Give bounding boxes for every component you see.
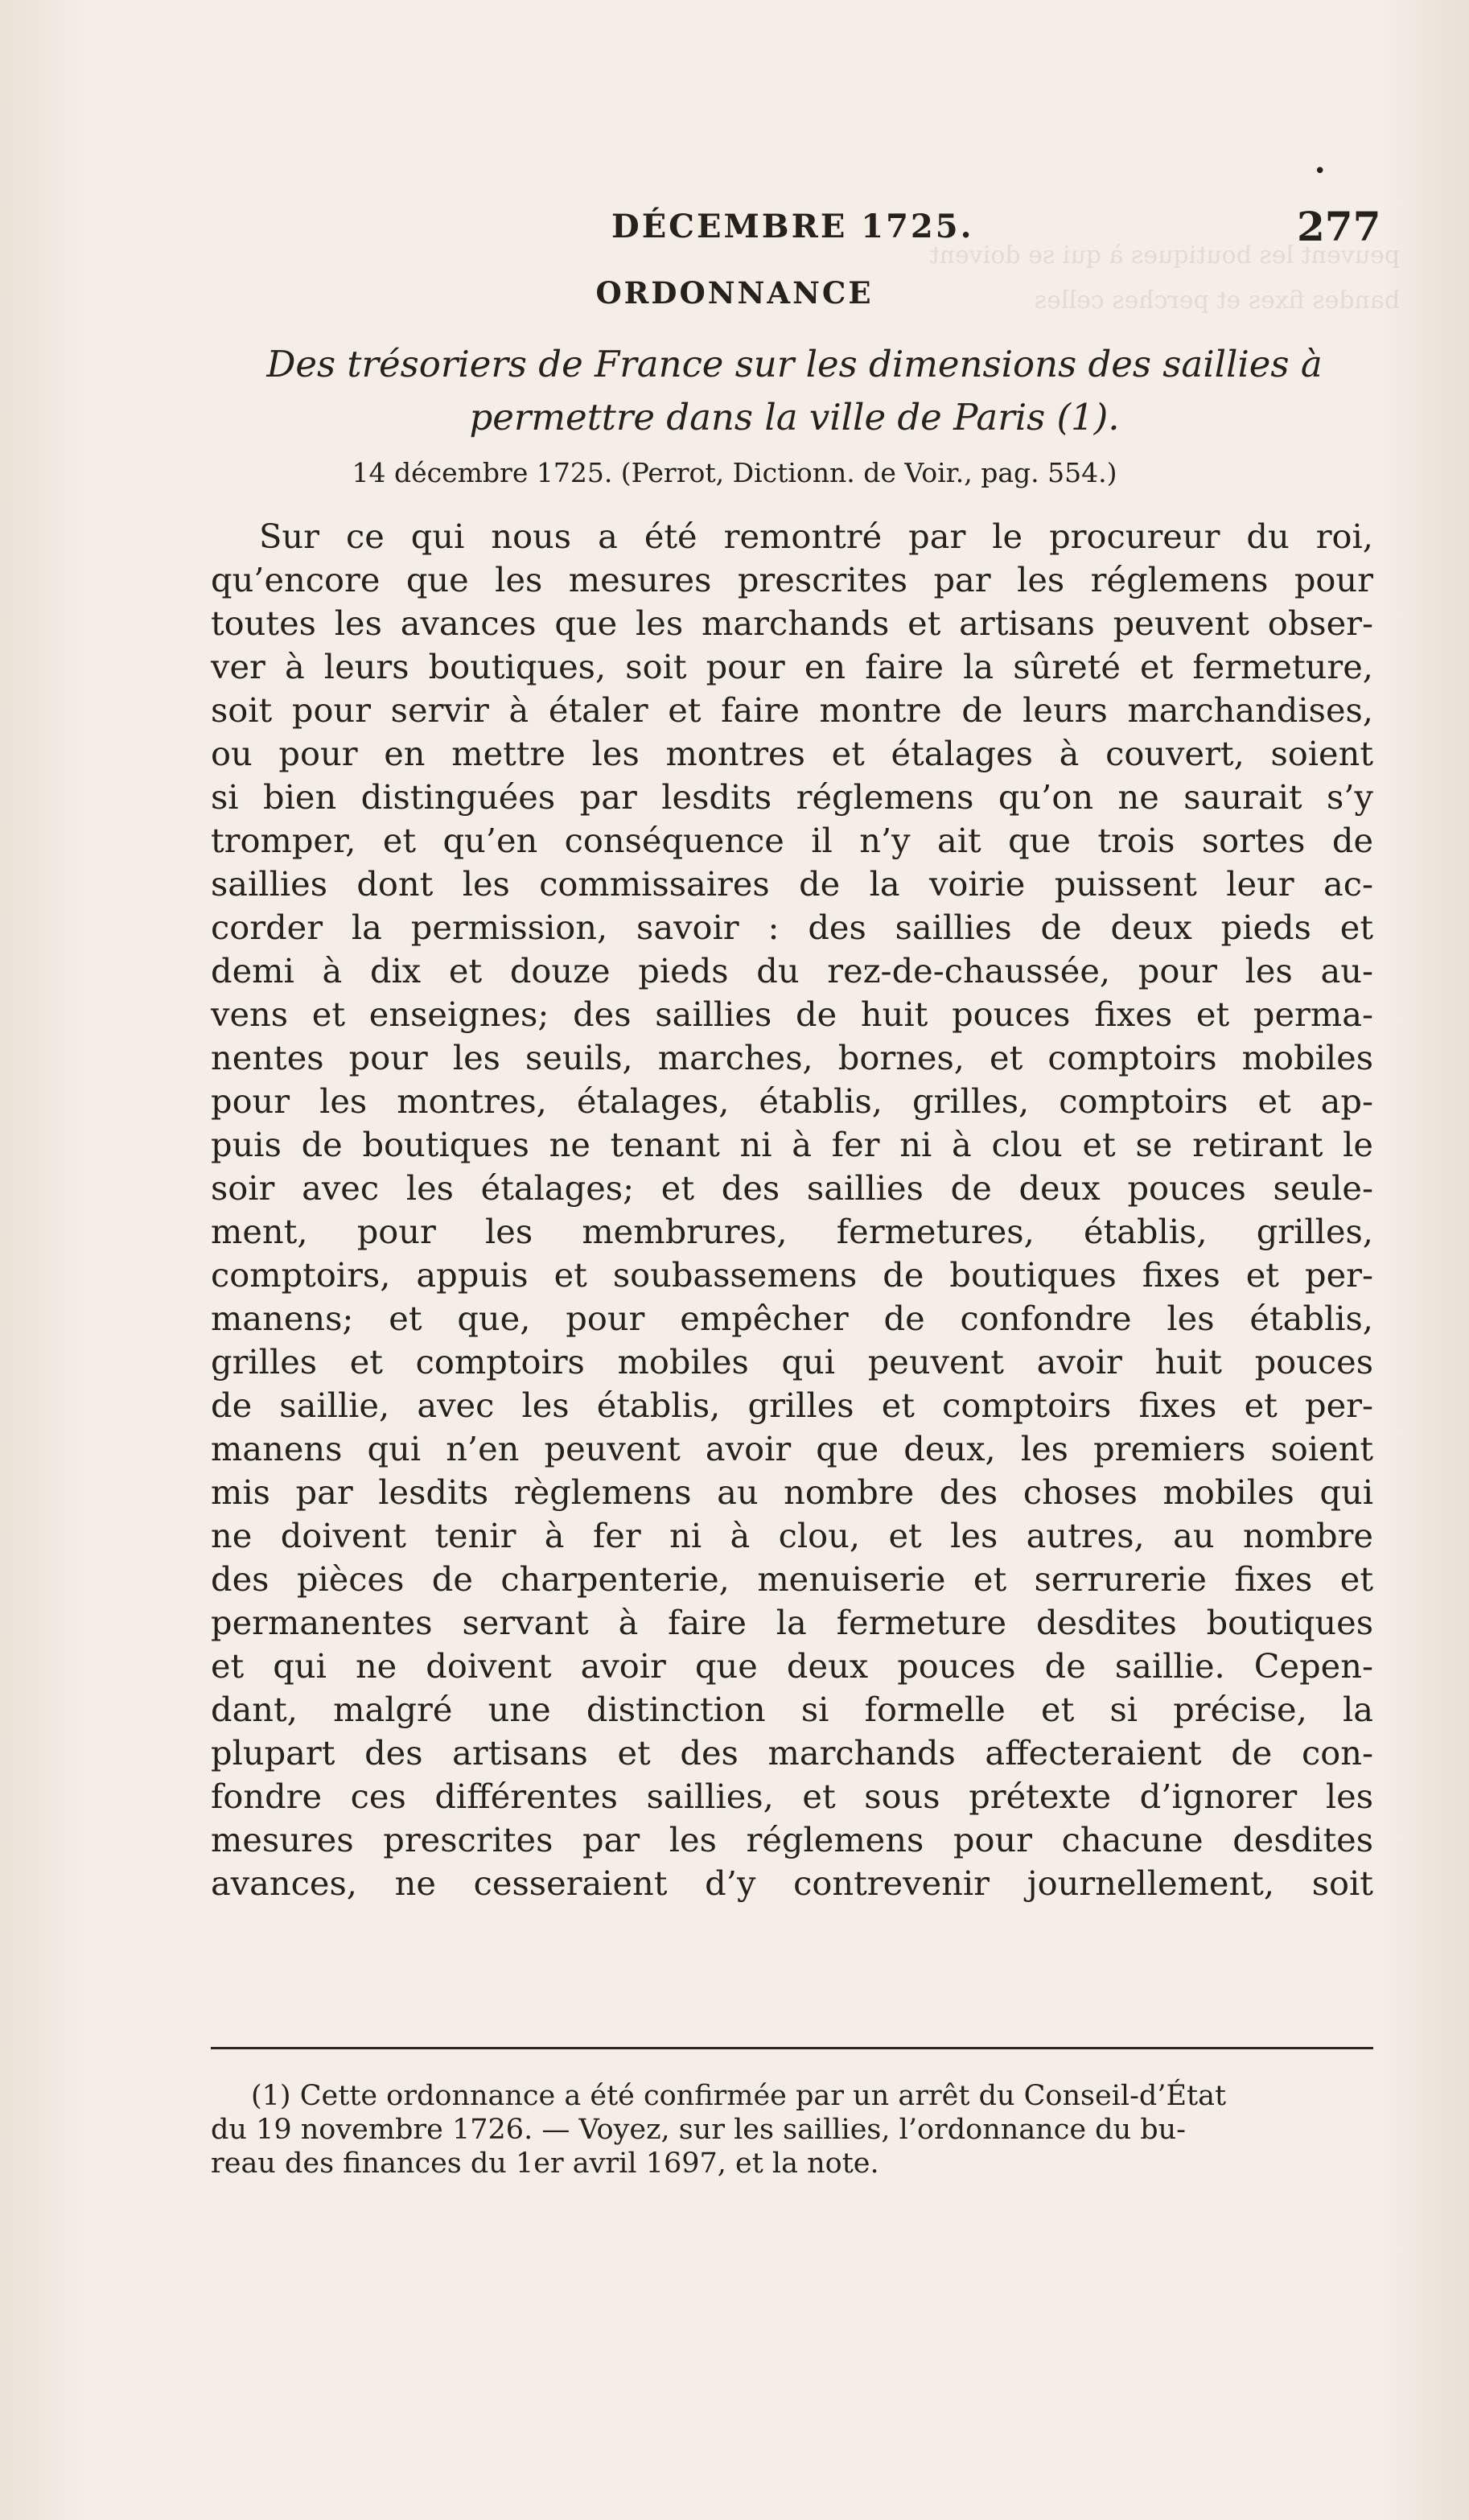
bleed-line: peuvent les boutiques à qui se doivent [929,241,1400,270]
text-line: avances, ne cesseraient d’y contrevenir journellement, soit [211,1863,1373,1903]
text-line: pour les montres, étalages, établis, grilles, comptoirs et ap- [211,1081,1373,1121]
text-line: grilles et comptoirs mobiles qui peuvent avoir huit pouces [211,1342,1373,1381]
text-line: soit pour servir à étaler et faire montre de leurs marchandises, [211,690,1373,730]
text-line: ou pour en mettre les montres et étalages à couvert, soient [211,734,1373,773]
text-line: des pièces de charpenterie, menuiserie et serrurerie fixes et [211,1559,1373,1599]
ornament-mark: • [1314,159,1327,183]
text-line: toutes les avances que les marchands et artisans peuvent obser- [211,603,1373,643]
text-line: fondre ces différentes saillies, et sous prétexte d’ignorer les [211,1777,1373,1816]
running-head: DÉCEMBRE 1725. [611,208,974,245]
text-line: comptoirs, appuis et soubassemens de boutiques fixes et per- [211,1255,1373,1295]
text-line: nentes pour les seuils, marches, bornes, et comptoirs mobiles [211,1038,1373,1077]
page-number: 277 [1297,203,1381,250]
text-line: saillies dont les commissaires de la voirie puissent leur ac- [211,864,1373,904]
subtitle-line: permettre dans la ville de Paris (1). [469,396,1120,439]
footnote-line: (1) Cette ordonnance a été confirmée par un arrêt du Conseil-d’État [251,2080,1227,2112]
text-line: ment, pour les membrures, fermetures, établis, grilles, [211,1212,1373,1251]
text-line: manens; et que, pour empêcher de confondre les établis, [211,1299,1373,1338]
footnote-line: du 19 novembre 1726. — Voyez, sur les saillies, l’ordonnance du bu- [211,2114,1187,2146]
text-line: qu’encore que les mesures prescrites par les réglemens pour [211,560,1373,599]
text-line: puis de boutiques ne tenant ni à fer ni à clou et se retirant le [211,1125,1373,1164]
document-title: ORDONNANCE [595,275,874,311]
text-line: corder la permission, savoir : des saillies de deux pieds et [211,908,1373,947]
text-line: mis par lesdits règlemens au nombre des choses mobiles qui [211,1472,1373,1512]
text-line: ne doivent tenir à fer ni à clou, et les autres, au nombre [211,1516,1373,1555]
text-line: ver à leurs boutiques, soit pour en faire la sûreté et fermeture, [211,647,1373,686]
text-line: demi à dix et douze pieds du rez-de-chaussée, pour les au- [211,951,1373,990]
text-line: Sur ce qui nous a été remontré par le procureur du roi, [259,517,1373,556]
text-line: permanentes servant à faire la fermeture desdites boutiques [211,1603,1373,1642]
footnote [211,2079,1373,2180]
text-line: plupart des artisans et des marchands affecteraient de con- [211,1733,1373,1773]
document-subtitle [213,338,1376,444]
text-line: si bien distinguées par lesdits réglemens qu’on ne saurait s’y [211,777,1373,817]
text-line: tromper, et qu’en conséquence il n’y ait que trois sortes de [211,821,1373,860]
text-line: manens qui n’en peuvent avoir que deux, les premiers soient [211,1429,1373,1468]
subtitle-line: Des trésoriers de France sur les dimensions des saillies à [266,343,1323,385]
text-line: dant, malgré une distinction si formelle et si précise, la [211,1690,1373,1729]
footnote-divider [211,2047,1373,2049]
text-line: soir avec les étalages; et des saillies de deux pouces seule- [211,1168,1373,1208]
text-line: vens et enseignes; des saillies de huit pouces fixes et perma- [211,994,1373,1034]
text-line: mesures prescrites par les réglemens pour chacune desdites [211,1820,1373,1859]
body-text [211,515,1373,1905]
text-line: de saillie, avec les établis, grilles et comptoirs fixes et per- [211,1386,1373,1425]
footnote-line: reau des finances du 1er avril 1697, et la note. [211,2147,879,2180]
date-reference: 14 décembre 1725. (Perrot, Dictionn. de Voir., pag. 554.) [352,457,1117,488]
text-line: et qui ne doivent avoir que deux pouces de saillie. Cepen- [211,1646,1373,1686]
bleed-line: bandes fixes et perches celles [1034,286,1400,315]
